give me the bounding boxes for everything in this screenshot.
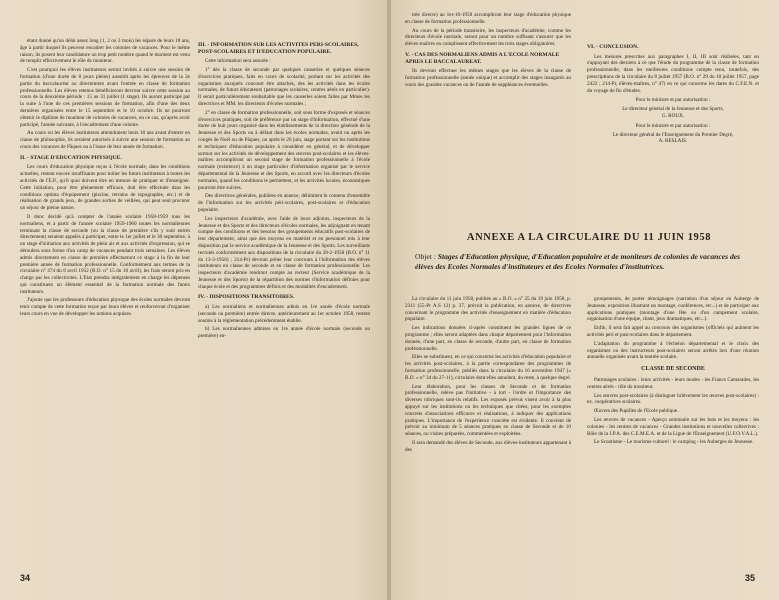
paragraph: trée directe) au 1er-10-1958 accompliront leur stage d'éducation physique en classe de formation professionnelle. [405,12,571,25]
list-item: Le Scoutisme - Le tourisme culturel : le camping - les Auberges de Jeunesse. [594,439,754,446]
paragraph: étant donné qu'un délai assez long (1, 2 ou 3 mois) les sépare de leurs 18 ans, âge à partir duquel ils peuvent encadrer les colonies de vacances. Pour le même raison, ils posent leur candidature un trop petit nombre quand le moment est venu de remplir effectivement le rôle de moniteur. [20,38,190,65]
paragraph: a) Les normaliens et normaliennes admis en 1re année d'école normale (seconde ou première) entrée directe, antérieurement au 1er octobre 1958, restent soumis à la réglementation précédemment établie. [198,304,370,324]
page-number-right: 35 [745,573,756,583]
signoff-name: A. BESLAIS. [658,138,688,145]
annex-object [415,252,759,271]
signoff-lead: Pour le ministre et par autorisation : [635,97,711,104]
section-heading-6: VI. - CONCLUSION. [587,44,639,50]
paragraph: Des directives générales, publiées en annexe, délimitent le contenu d'ensemble de l'information sur les activités péri-scolaires, post-scolaires et d'éducation populaire. [198,193,370,213]
signoff-lead: Pour le ministre et par autorisation : [635,122,711,129]
list-item: Patronages scolaires : leurs activités - leurs modes - les Francs Camarades, les centres aérés - rôle du moniteur. [587,376,759,390]
paragraph: 2° en classe de formation professionnelle, soit sous forme d'exposés et séances d'exercices pratiques, soit de préférence par un stage d'information, effectué d'une durée de huit jours organisé dans les établissements de la direction générale de la Jeunesse et des Sports ou à défaut dans les écoles normales, avant ou après les congés de Noël ou de Pâques, ou après le 20 juin, stage portant sur les institutions et techniques d'éducation populaire à considérer en général, et de développer surtout sur les activités de développement des œuvres post-scolaires et les élèves-maîtres accompliront un second stage de formation professionnelle à l'école normale (existence) à un stage particulier d'information organisé par le service départemental de la Jeunesse et des Sports, en accord avec les directeurs d'écoles normales, quand les conditions le permettent, et les activités locales, économiques pourront être suivies. [198,109,370,191]
annex-title: ANNEXE A LA CIRCULAIRE DU 11 JUIN 1958 [466,232,712,243]
list-item: Les œuvres de vacances - Aperçu sommaire sur les buts et les moyens : les colonies - les centres de vacances - Grandes institutions et nouvelles collectives : Rôle de la J.P.A. des C.E.M.E.A. et de la Ligue de l'Enseignement (U.F.O.V.A.L.). [587,416,759,437]
list-item: Les œuvres post-scolaires (à distinguer brièvement les œuvres post-scolaires) : ex. coopératives scolaires. [587,392,759,406]
right-column-2-top [587,40,759,225]
signoff-role: Le directeur général de la Jeunesse et des Sports, [622,106,724,113]
right-column-1-top [405,12,571,222]
paragraph: Il sera demandé des élèves de Seconde, aux élèves-instituteurs appartenant à des [405,439,571,453]
right-page [391,0,779,600]
paragraph: 1° dès la classe de seconde par quelques causeries et quelques séances d'exercices pratiques, faits en cours de scolarité, portant sur les activités des organismes auxquels concourt être attachés, des les activités dans les écoles normales, de futurs éducateurs (patronages scolaires, centres aérés en particulier). Il serait particulièrement souhaitable que les causeries soient faites par Mmes les directrices et MM. les directeurs d'écoles normales ; [198,66,370,107]
right-column-1-bottom [405,296,571,571]
section-heading-4: IV. - DISPOSITIONS TRANSITOIRES. [198,294,295,301]
paragraph: Il donc décidé qu'à compter de l'année scolaire 1958-1959 tous les normaliens, et à partir de l'année scolaire 1959-1960 toutes les normaliennes terminant la classe de seconde (ou la classe de première s'ils y sont entrés directement) seraient appelés à participer, entre le 1er juillet et le 30 septembre, à un stage d'initiation aux activités de plein air et aux activités d'expression, qui se déroulera sous forme d'un camp de vacances pendant trois semaines. Les élèves admis directement en classe de première effectueront ce stage à la fin de leur première année de formation professionnelle. Conformément aux termes de la circulaire n° 474 du 8 avril 1952 (B.O. n° 15 du 10 avril), les frais seront pris en charge par les collectivités. L'Etat prendra intégralement en charge les dépenses qui constituent un élément essentiel de la formation normale des futurs instituteurs. [20,213,190,295]
paragraph: Les mesures prescrites aux paragraphes I, II, III sont réalisées, tant en s'appuyant des derniers à ce que l'étude du programme de la classe de formation professionnelle, dans les meilleures conditions compte tenu, toutefois, des prescriptions de la circulaire du 8 juillet 1957 (B.O. n° 29 du 18 juillet 1957, page 2423 ; 214-Pr, élèves-maîtres, n° 47) en ce qui concerne les dates du C.F.E.N. et du voyage de fin d'études. [587,53,759,94]
paragraph: Elles se substituent, en ce qui concerne les activités d'éducation populaire et les activités post-scolaires, à la partie correspondante des programmes de formation professionnelle, publiés dans la circulaire du 16 novembre 1947 (« B.O. » n° 34 du 27-11), circulaire dont elles annulent, du reste, à quelque degré. [405,354,571,381]
list-item: Œuvres des Pupilles de l'Ecole publique. [594,408,679,415]
annex-object-label: Objet : [415,252,436,261]
paragraph: Au cours où les élèves instituteurs atteindraient leurs 18 ans avant d'entrer en classe de philosophie, ils seraient autorisés à suivre une session de formation au cours des vacances de Pâques ou à l'issue de leur année de formation. [20,130,190,150]
paragraph: Les cours d'éducation physique reçus à l'école normale, dans les conditions actuelles, restent encore insuffisants pour initier les futurs instituteurs à toutes les activités de l'E.P., qu'il quoi doivent être en mesure de pratiquer et d'enseigner. Cette initiation, pour être pleinement efficace, doit être effectuée dans les conditions optima d'équipement (piscine, terrains de topographie, etc.) et de réalisation de grands jeux, de grandes sorties de veillées, qui peut seul procurer un séjour de pleine nature. [20,164,190,212]
paragraph: Ils devront effectuer les mêmes stages que les élèves de la classe de formation professionnelle (année unique) et accomplir des stages inaugurés au cours des grandes vacances ou de l'année de suppléances éventuelles. [405,68,571,88]
annex-object-text: Stages d'Education physique, d'Education populaire et de moniteurs de colonies de vacances des élèves des Ecoles Normales d'instituteurs et des Ecoles Normales d'institutrices. [415,252,741,271]
paragraph: groupements, de porter témoignages (narration d'un séjour en Auberge de Jeunesse, exposition illustrant un montage, conférences, etc...) et de participer aux applications pratiques (montage d'une fête ou d'un campement scolaire, organisation d'une équipe, chant, jeux dramatiques, etc...). [587,296,759,323]
section-heading-5: V. - CAS DES NORMALIENS ADMIS A L'ECOLE NORMALE APRES LE BACCALAUREAT. [405,51,560,65]
section-heading-2: II. - STAGE D'EDUCATION PHYSIQUE. [20,154,122,161]
paragraph: Au cours de la période transitoire, les inspecteurs d'académie, comme les directeurs d'école normale, seront pour un nombre suffisant s'assurer que les élèves-maîtres en complissent effectivement les trois stages obligatoires. [405,27,571,48]
signoff-name: G. ROUX. [661,112,685,119]
paragraph: Les indications données ci-après constituent les grandes lignes de ce programme ; elles seront adaptées dans chaque département pour l'information donnée, d'une part, en classe de seconde, d'autre part, en classe de formation professionnelle. [405,325,571,352]
left-column-1 [20,38,190,568]
left-column-2 [198,38,370,568]
left-page [0,0,388,600]
section-heading-seconde: CLASSE DE SECONDE [641,366,705,373]
signoff-role: Le directeur général de l'Enseignement du Premier Degré, [612,131,734,138]
page-number-left: 34 [20,573,31,583]
paragraph: Enfin, il sera fait appel au concours des organismes (officiels qui animent les activités péri et post-scolaires dans le département. [587,325,759,338]
paragraph: Leur élaboration, pour les classes de Seconde et de formation professionnelle, relève pas l'initiative - à tort - l'ordre et l'importance des diverses rubriques sont-ils relatifs. Les exposés prévus visent avoir à la plus appuyé sur les institutions ou les techniques que citées, pour les exemples concrets d'associations efficaces et réalisations, à indiquer des applications pratiques. L'importance de l'expérience concrète est évidente. Il convient de prévoir au minimum de 5 séances pratiques en classe de Seconde et de 10 séances, ou visites préparées, commentées et exploitées. [405,383,571,438]
section-heading-3: III. - INFORMATION SUR LES ACTIVITES PERI-SCOLAIRES, POST-SCOLAIRES ET D'EDUCATION POPULAIRE. [198,42,359,55]
paragraph: L'adaptation du programme à l'échelon départemental et le choix des organismes ou des instructeurs post-scolaires seront arrêtés lors d'une réunion annuelle organisée avant la rentrée scolaire. [587,340,759,361]
paragraph: C'est pourquoi les élèves instituteurs seront invités à suivre une session de formation (d'une durée de 8 jours pleins) aussitôt après les épreuves de la 2e partie du baccalauréat ou directement avant l'entrée en classe de formation professionnelle. Les élèves retenus bénéficieront devront suivre cette session au cours de la deuxième période : 15 au 31 juillet (1 stage). Ils auront participé par la suite à l'une de ces premières sessions de formation, afin d'une des deux dernières organisées entre le 15 septembre et le 10 octobre. Ils ne pourront obtenir le diplôme de moniteur de colonies de vacances, en ce cas, qu'après avoir participé, l'année suivante, à l'encadrement d'une colonie. [20,67,190,128]
paragraph: Les inspecteurs d'académie, avec l'aide de leurs adjoints, inspecteurs de la Jeunesse et des Sports et des directeurs d'écoles normales, les adjoignant en tenant compte des conditions et des besoins des groupements éducatifs post-scolaires de leur département, ainsi que des moyens en matériel et en personnel mis à leur disposition par le service académique de la Jeunesse et des Sports. Les surveillants recrutés conformément aux dispositions de la circulaire du 28-2-1958 (B.O. n° 11 du 13-3-1958) ; 214-Pr) devront prêter leur concours à l'information des élèves instituteurs en classe de seconde et en classe de formation professionnelle. Les inspecteurs d'académie rendront compte au recteur (Service académique de la Jeunesse et des Sports) de la répartition des normes d'information définies pour chaque école et des programmes définis et des modalités d'encadrement. [198,215,370,290]
paragraph: J'ajoute que les professeurs d'éducation physique des écoles normales devront tenir compte de cette formation reçue par leurs élèves et renforceront d'organiser leurs cours en vue de développer les notions acquises. [20,297,190,318]
paragraph: b) Les normaliennes admises en 1re année d'école normale (seconde ou première) en- [198,326,370,340]
paragraph: Cette information sera assurée : [205,58,271,65]
right-column-2-bottom [587,296,759,571]
paragraph: La circulaire du 11 juin 1958, publiée au « B.O. » n° 25 du 19 juin 1958, p. 2311 (55-Pr A.S 12) p. 37, prévoit la publication, en annexe, de directives concernant le programme des activités d'enseignement en matière d'éducation populaire. [405,296,571,323]
